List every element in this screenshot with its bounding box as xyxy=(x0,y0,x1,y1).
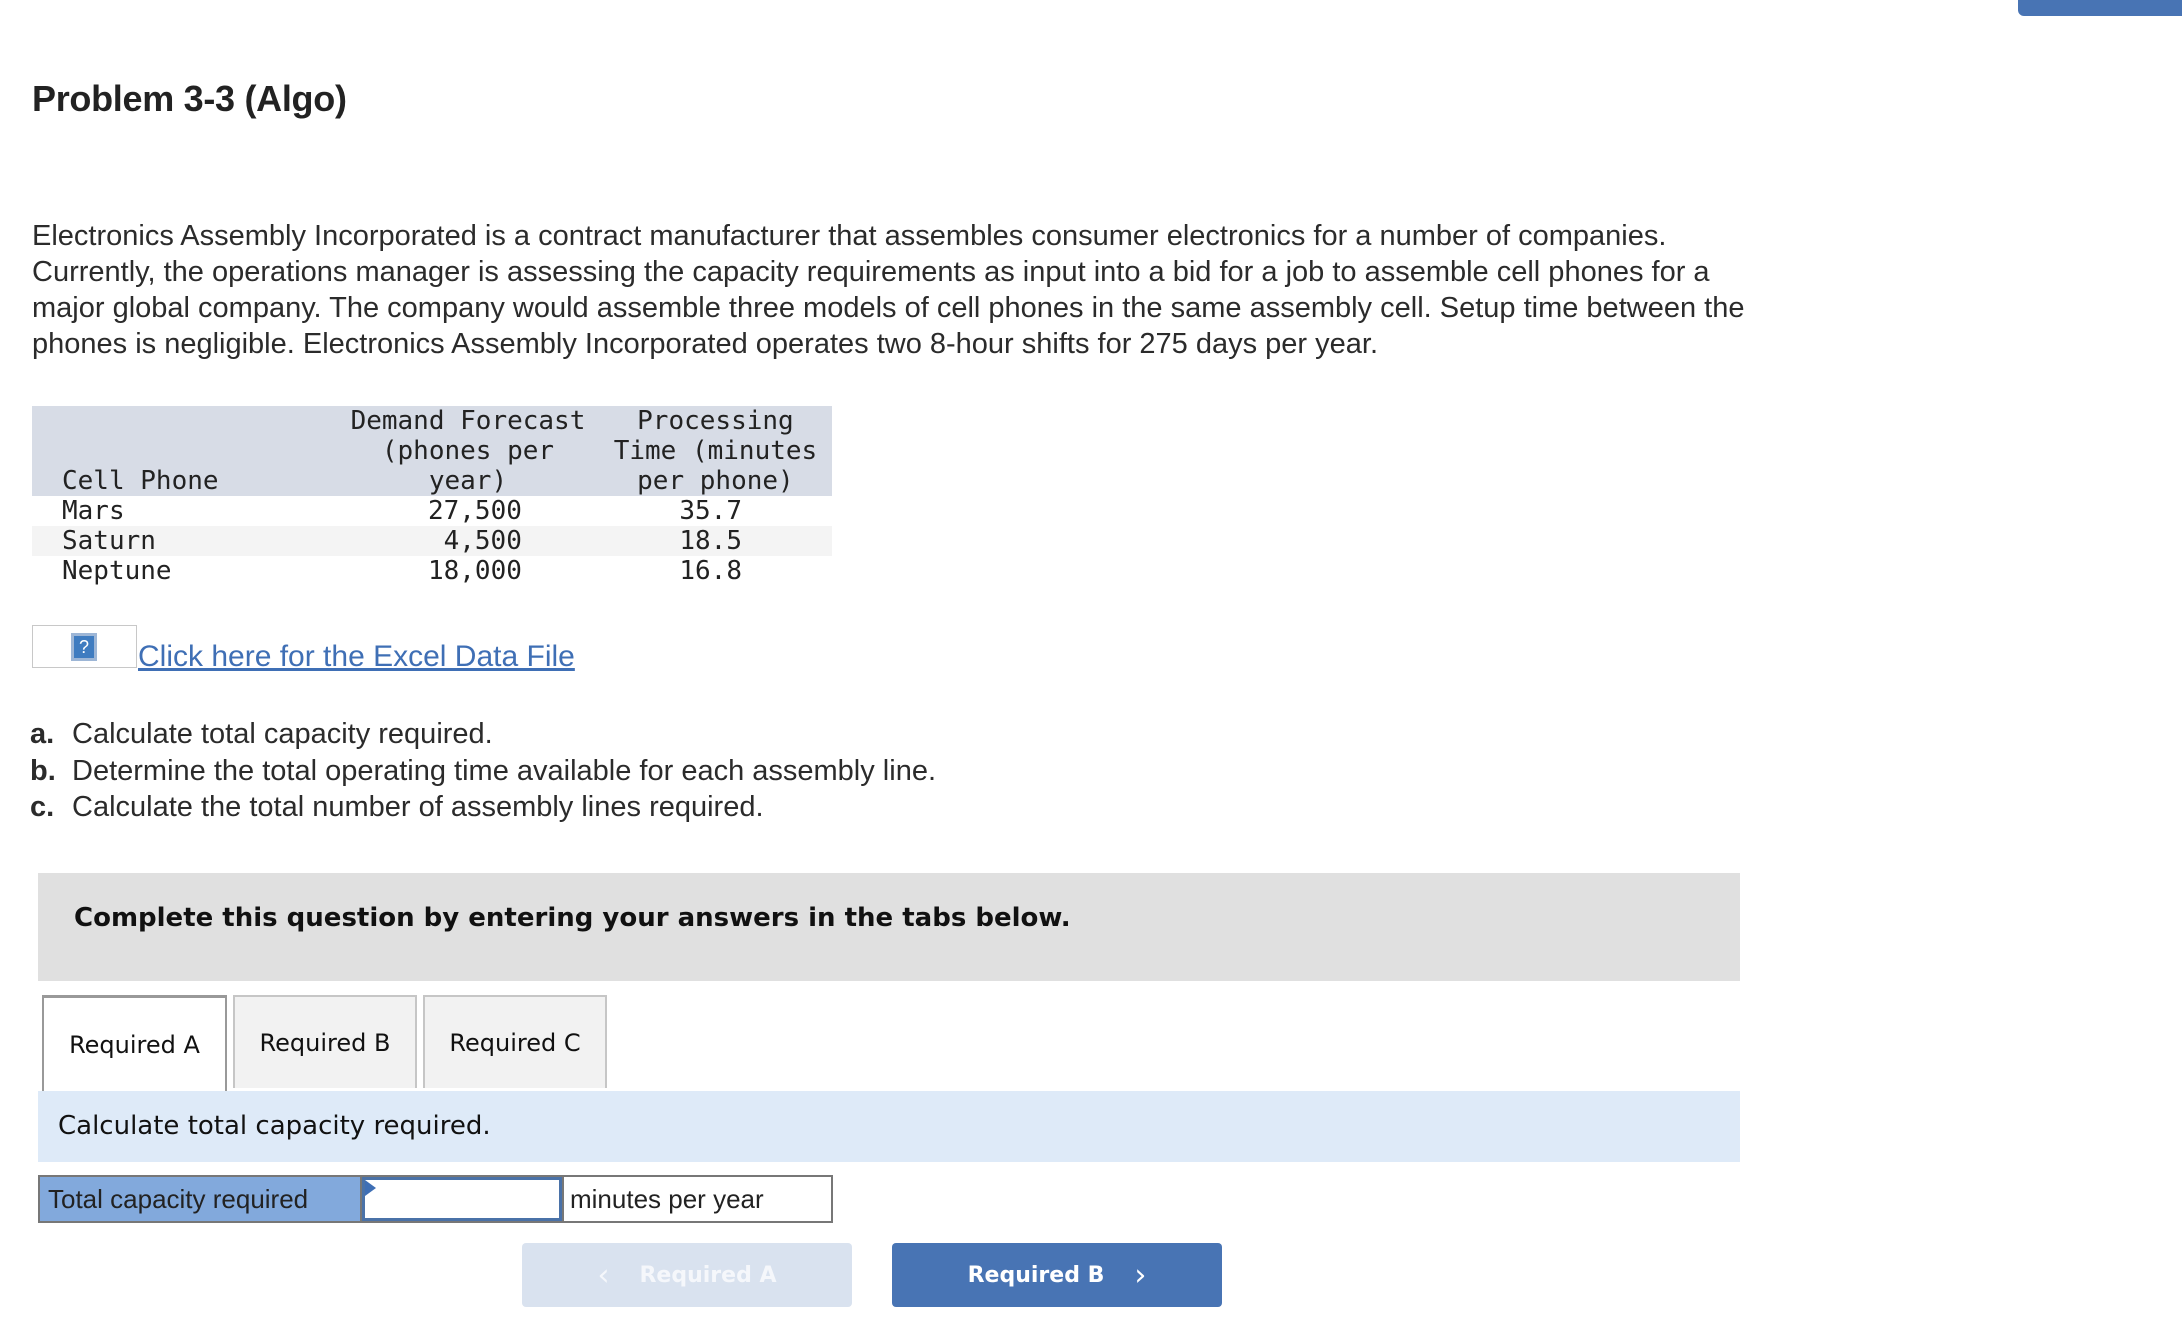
answer-input-wrapper xyxy=(362,1177,562,1221)
table-row xyxy=(32,556,832,586)
next-required-button[interactable] xyxy=(892,1243,1222,1307)
table-header-row xyxy=(32,406,832,496)
header-cell-phone: Cell Phone xyxy=(32,406,337,496)
requirements-list xyxy=(30,716,936,826)
requirement-item-a xyxy=(30,716,936,753)
description-line: Currently, the operations manager is assessing the capacity requirements as input into a bid for a job to assemble cell phones for a xyxy=(32,256,1710,288)
cell-demand: 27,500 xyxy=(427,496,522,526)
table-row xyxy=(32,496,832,526)
requirement-item-c xyxy=(30,789,936,826)
cell-processing: 35.7 xyxy=(679,496,742,526)
requirement-text: Determine the total operating time available for each assembly line. xyxy=(72,754,937,787)
problem-description xyxy=(32,218,1932,362)
requirement-text: Calculate the total number of assembly lines required. xyxy=(72,791,764,823)
header-processing-time xyxy=(599,406,832,496)
requirement-letter: a. xyxy=(30,718,55,750)
header-line: Demand Forecast xyxy=(350,406,586,436)
tab-required-c[interactable]: Required C xyxy=(423,995,607,1088)
tab-required-b[interactable]: Required B xyxy=(233,995,417,1088)
next-button-label: Required B xyxy=(967,1262,1105,1288)
header-line: Time (minutes xyxy=(613,436,818,466)
description-line: major global company. The company would assemble three models of cell phones in the same assembly cell. Setup time between the xyxy=(32,292,1745,324)
header-line: per phone) xyxy=(637,466,794,496)
total-capacity-input[interactable] xyxy=(362,1177,562,1221)
top-right-action-bar[interactable] xyxy=(2018,0,2182,16)
excel-data-file-link[interactable]: Click here for the Excel Data File xyxy=(138,640,575,673)
header-line: (phones per xyxy=(381,436,555,466)
chevron-right-icon: › xyxy=(1134,1257,1147,1293)
answer-row xyxy=(38,1175,833,1223)
tab-prompt-text: Calculate total capacity required. xyxy=(58,1111,491,1141)
requirement-letter: b. xyxy=(30,754,56,787)
chevron-left-icon: ‹ xyxy=(597,1257,610,1293)
prev-button-label: Required A xyxy=(639,1262,777,1288)
page-title: Problem 3-3 (Algo) xyxy=(32,78,347,119)
cell-phone-name: Saturn xyxy=(32,526,337,556)
cell-processing: 18.5 xyxy=(599,526,832,556)
demand-data-table xyxy=(32,406,832,586)
cell-demand: 4,500 xyxy=(337,526,599,556)
requirement-text: Calculate total capacity required. xyxy=(72,718,493,750)
description-line: phones is negligible. Electronics Assembly Incorporated operates two 8-hour shifts for 275 days per year. xyxy=(32,328,1379,360)
input-flag-icon xyxy=(365,1180,376,1196)
cell-phone-name: Mars xyxy=(62,496,125,526)
excel-placeholder-icon: ? xyxy=(71,633,97,661)
header-line: Processing xyxy=(637,406,794,436)
header-line: year) xyxy=(428,466,508,496)
requirement-item-b xyxy=(30,753,936,790)
answer-label: Total capacity required xyxy=(40,1177,362,1221)
tab-prompt-band xyxy=(38,1091,1740,1162)
instructions-box xyxy=(38,873,1740,981)
instructions-text: Complete this question by entering your answers in the tabs below. xyxy=(74,903,1071,933)
excel-file-image-box[interactable] xyxy=(32,625,137,668)
cell-demand: 18,000 xyxy=(427,556,522,586)
cell-phone-name: Neptune xyxy=(62,556,172,586)
answer-unit: minutes per year xyxy=(562,1177,831,1221)
cell-processing: 16.8 xyxy=(679,556,742,586)
prev-required-button[interactable] xyxy=(522,1243,852,1307)
header-demand-forecast xyxy=(337,406,599,496)
answer-tabs xyxy=(38,995,1740,1094)
tab-required-a[interactable]: Required A xyxy=(42,995,227,1091)
description-line: Electronics Assembly Incorporated is a contract manufacturer that assembles consumer electronics for a number of companies. xyxy=(32,220,1667,252)
requirement-letter: c. xyxy=(30,791,55,823)
table-row xyxy=(32,526,832,556)
